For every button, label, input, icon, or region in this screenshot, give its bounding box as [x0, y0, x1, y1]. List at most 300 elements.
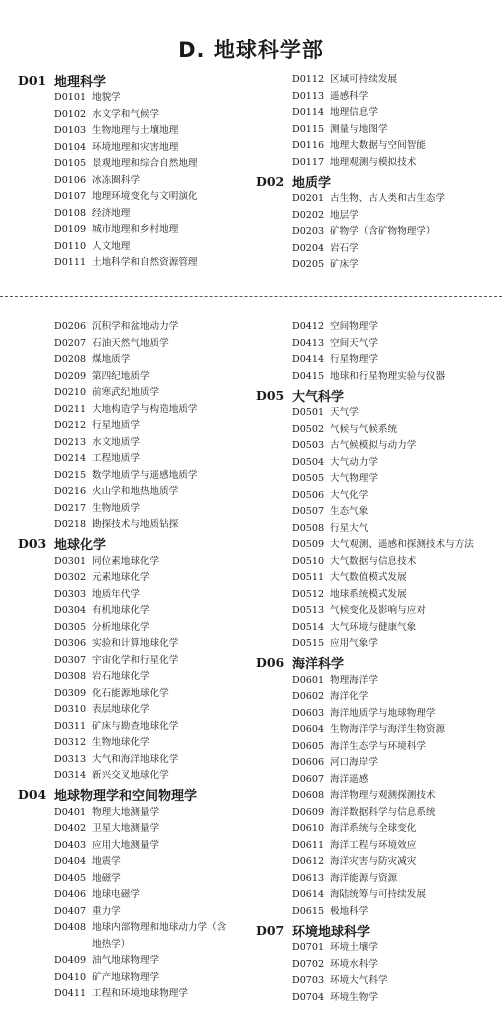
discipline-name-text: 大气观测、遥感和探测技术与方法: [330, 539, 474, 550]
discipline-code: D0113: [292, 90, 325, 102]
discipline-name-text: 海洋地质学与地球物理学: [330, 707, 436, 719]
discipline-name: [92, 222, 248, 239]
discipline-code: D0601: [292, 674, 325, 686]
section-heading: [18, 70, 248, 90]
discipline-name-text: 水文地质学: [92, 436, 140, 448]
discipline-name-text: 火山学和地热地质学: [92, 486, 179, 497]
discipline-name-text: 元素地球化学: [92, 572, 150, 583]
discipline-name-text: 应用气象学: [330, 638, 378, 649]
discipline-item: [54, 887, 250, 904]
discipline-name-text: 海洋系统与全球变化: [330, 823, 417, 834]
discipline-item: [54, 719, 250, 736]
discipline-code: D0206: [54, 321, 87, 332]
discipline-item: [54, 319, 250, 336]
column-bottom-right: [256, 319, 496, 1006]
discipline-item: [292, 336, 496, 353]
discipline-name: [92, 854, 250, 871]
discipline-item: [54, 904, 250, 921]
discipline-code: D0502: [292, 423, 325, 435]
discipline-code: D0203: [292, 226, 325, 237]
discipline-name: [92, 189, 248, 206]
discipline-item: [292, 788, 496, 805]
discipline-name-text: 测量与地图学: [330, 123, 388, 135]
discipline-name: [330, 636, 496, 653]
discipline-name-text: 地理信息学: [330, 107, 378, 118]
section-name: 地球物理学和空间物理学: [54, 789, 198, 804]
discipline-item: [292, 821, 496, 838]
discipline-name: [92, 871, 250, 888]
discipline-item: [292, 689, 496, 706]
discipline-name-text: 城市地理和乡村地理: [92, 224, 179, 235]
discipline-name-text: 遥感科学: [330, 90, 369, 102]
discipline-name-text: 工程和环境地球物理学: [92, 988, 188, 999]
discipline-name: [330, 537, 496, 554]
discipline-name-text: 应用大地测量学: [92, 839, 160, 851]
discipline-code: D0513: [292, 605, 325, 616]
discipline-name-text: 天气学: [330, 407, 359, 418]
discipline-name-text: 地球和行星物理实验与仪器: [330, 370, 446, 382]
discipline-item: [292, 105, 496, 122]
discipline-name: [330, 438, 496, 455]
discipline-name: [330, 821, 496, 838]
discipline-code: D0610: [292, 823, 325, 834]
discipline-code: D0215: [54, 469, 87, 481]
discipline-item: [54, 352, 250, 369]
discipline-item: [292, 772, 496, 789]
discipline-code: D0514: [292, 621, 325, 633]
discipline-code: D0309: [54, 687, 87, 699]
discipline-item: [54, 871, 250, 888]
discipline-item: [54, 222, 248, 239]
discipline-item: [54, 805, 250, 822]
discipline-code: D0515: [292, 638, 325, 649]
discipline-name: [92, 603, 250, 620]
discipline-name-text: 行星地质学: [92, 420, 140, 431]
discipline-item: [292, 706, 496, 723]
discipline-item: [292, 138, 496, 155]
section-name: 地质学: [292, 175, 332, 191]
discipline-name: [330, 352, 496, 369]
discipline-item: [292, 241, 496, 258]
discipline-name-text: 生物地理与土壤地理: [92, 125, 179, 136]
section-heading: [256, 385, 496, 405]
discipline-code: D0112: [292, 74, 325, 85]
discipline-name-text: 气候变化及影响与应对: [330, 605, 426, 616]
discipline-code: D0404: [54, 856, 87, 867]
discipline-code: D0406: [54, 889, 87, 900]
discipline-name-text: 地质年代学: [92, 588, 140, 600]
section-heading: [18, 534, 250, 554]
discipline-name: [330, 620, 496, 637]
discipline-code: D0402: [54, 823, 87, 834]
column-top-right: [256, 72, 496, 274]
discipline-item: [54, 517, 250, 534]
discipline-name-text: 空间天气学: [330, 337, 378, 349]
discipline-item: [292, 636, 496, 653]
section-heading: [18, 785, 250, 805]
discipline-name: [330, 122, 496, 139]
discipline-name-text: 环境大气科学: [330, 975, 388, 986]
discipline-name-text: 环境水科学: [330, 958, 378, 970]
discipline-name-text: 地理环境变化与文明演化: [92, 191, 198, 202]
discipline-name-text: 大气数据与信息技术: [330, 555, 417, 567]
discipline-name-text: 第四纪地质学: [92, 370, 150, 382]
discipline-name: [92, 904, 250, 921]
discipline-code: D0108: [54, 207, 87, 219]
discipline-code: D0507: [292, 506, 325, 517]
discipline-name-text: 沉积学和盆地动力学: [92, 321, 179, 332]
discipline-code: D0603: [292, 707, 325, 719]
discipline-item: [54, 838, 250, 855]
section-code: D06: [256, 655, 285, 670]
discipline-list: [292, 191, 496, 274]
discipline-name-text: 大气化学: [330, 489, 369, 501]
discipline-code: D0411: [54, 988, 87, 999]
discipline-name: [92, 587, 250, 604]
discipline-item: [292, 352, 496, 369]
discipline-name: [330, 871, 496, 888]
discipline-name: [330, 521, 496, 538]
discipline-name: [330, 504, 496, 521]
discipline-code: D0505: [292, 473, 325, 484]
discipline-name-text: 地球系统模式发展: [330, 588, 407, 600]
section-code: D01: [18, 72, 47, 88]
discipline-item: [54, 107, 248, 124]
discipline-list: [292, 940, 496, 1006]
discipline-name-text: 岩石地球化学: [92, 671, 150, 682]
discipline-code: D0614: [292, 889, 325, 900]
discipline-name: [330, 554, 496, 571]
discipline-item: [54, 140, 248, 157]
discipline-code: D0104: [54, 141, 87, 153]
page-title: D. 地球科学部: [178, 38, 324, 62]
discipline-name: [92, 206, 248, 223]
discipline-name: [92, 140, 248, 157]
discipline-name: [92, 986, 250, 1003]
discipline-name: [92, 636, 250, 653]
discipline-item: [292, 405, 496, 422]
discipline-item: [54, 620, 250, 637]
discipline-item: [54, 336, 250, 353]
discipline-name: [330, 224, 496, 241]
discipline-item: [292, 257, 496, 274]
discipline-name-text: 古气候模拟与动力学: [330, 440, 417, 451]
discipline-name-text: 地理大数据与空间智能: [330, 140, 426, 151]
discipline-name-text: 化石能源地球化学: [92, 687, 169, 699]
discipline-name: [330, 940, 496, 957]
discipline-name-text: 物理大地测量学: [92, 806, 160, 818]
discipline-item: [54, 123, 248, 140]
discipline-name: [92, 239, 248, 256]
discipline-code: D0207: [54, 337, 87, 349]
discipline-name-text: 矿床学: [330, 259, 359, 270]
section-block: [256, 653, 496, 921]
discipline-item: [54, 90, 248, 107]
discipline-item: [292, 940, 496, 957]
discipline-code: D0509: [292, 539, 325, 550]
discipline-name-text: 宇宙化学和行星化学: [92, 654, 179, 666]
discipline-item: [54, 501, 250, 518]
discipline-item: [54, 953, 250, 970]
discipline-code: D0314: [54, 770, 87, 781]
discipline-code: D0205: [292, 259, 325, 270]
discipline-name: [330, 257, 496, 274]
discipline-name: [92, 752, 250, 769]
section-heading: [256, 171, 496, 191]
discipline-name-text: 环境土壤学: [330, 942, 378, 953]
discipline-item: [54, 752, 250, 769]
discipline-item: [54, 821, 250, 838]
discipline-item: [54, 402, 250, 419]
section-code: D04: [18, 787, 47, 802]
column-bottom-left: [18, 319, 250, 1003]
section-code: D07: [256, 922, 285, 938]
discipline-name-text: 经济地理: [92, 207, 131, 219]
discipline-name: [330, 706, 496, 723]
discipline-name: [330, 973, 496, 990]
discipline-item: [54, 702, 250, 719]
discipline-name: [330, 772, 496, 789]
discipline-code: D0307: [54, 654, 87, 666]
discipline-name: [330, 722, 496, 739]
discipline-code: D0508: [292, 522, 325, 534]
discipline-name-text: 土地科学和自然资源管理: [92, 257, 198, 268]
discipline-name: [92, 468, 250, 485]
discipline-name-text: 行星物理学: [330, 354, 378, 365]
discipline-name: [330, 904, 496, 921]
discipline-name-text: 矿产地球物理学: [92, 971, 160, 983]
section-name: 大气科学: [292, 389, 345, 405]
discipline-name-text: 生物海洋学与海洋生物资源: [330, 724, 446, 735]
discipline-item: [54, 735, 250, 752]
discipline-name-text: 海洋工程与环境效应: [330, 839, 417, 851]
discipline-name: [330, 689, 496, 706]
discipline-code: D0608: [292, 790, 325, 801]
section-heading: [256, 653, 496, 673]
discipline-name: [92, 501, 250, 518]
discipline-item: [292, 471, 496, 488]
discipline-name: [92, 402, 250, 419]
discipline-name-text: 河口海岸学: [330, 757, 378, 768]
discipline-name-text: 大气和海洋地球化学: [92, 753, 179, 765]
discipline-item: [292, 755, 496, 772]
discipline-item: [292, 89, 496, 106]
discipline-item: [54, 768, 250, 785]
discipline-item: [292, 504, 496, 521]
section-name: 地球化学: [54, 538, 107, 553]
discipline-item: [292, 973, 496, 990]
discipline-item: [292, 455, 496, 472]
discipline-code: D0503: [292, 440, 325, 451]
section-name: 环境地球科学: [292, 924, 371, 940]
discipline-item: [54, 920, 250, 953]
discipline-code: D0102: [54, 108, 87, 120]
discipline-name-text: 区域可持续发展: [330, 74, 398, 85]
discipline-code: D0409: [54, 955, 87, 966]
discipline-name: [330, 488, 496, 505]
discipline-name: [330, 105, 496, 122]
discipline-name: [330, 854, 496, 871]
discipline-name: [330, 990, 496, 1007]
discipline-name-continued: 地热学）: [92, 938, 131, 950]
discipline-code: D0607: [292, 773, 325, 785]
discipline-name: [92, 702, 250, 719]
discipline-code: D0412: [292, 321, 325, 332]
discipline-name: [92, 920, 250, 953]
discipline-name-text: 地层学: [330, 209, 359, 221]
section-code: D02: [256, 173, 285, 189]
discipline-name-text: 水文学和气候学: [92, 108, 160, 120]
column-top-left: [18, 70, 248, 272]
discipline-item: [54, 418, 250, 435]
discipline-item: [292, 369, 496, 386]
discipline-name: [330, 739, 496, 756]
discipline-code: D0609: [292, 806, 325, 818]
discipline-name: [330, 72, 496, 89]
discipline-name: [92, 369, 250, 386]
discipline-name-text: 岩石学: [330, 242, 359, 254]
discipline-name: [92, 173, 248, 190]
discipline-item: [292, 603, 496, 620]
discipline-code: D0212: [54, 420, 87, 431]
discipline-item: [54, 484, 250, 501]
discipline-item: [292, 191, 496, 208]
discipline-item: [292, 488, 496, 505]
discipline-name: [92, 821, 250, 838]
discipline-name: [92, 838, 250, 855]
discipline-code: D0310: [54, 704, 87, 715]
discipline-code: D0415: [292, 370, 325, 382]
discipline-code: D0701: [292, 942, 325, 953]
discipline-name-text: 大气物理学: [330, 473, 378, 484]
discipline-name: [92, 970, 250, 987]
discipline-name-text: 地震学: [92, 856, 121, 867]
discipline-code: D0501: [292, 407, 325, 418]
discipline-item: [54, 653, 250, 670]
discipline-name-text: 实验和计算地球化学: [92, 638, 179, 649]
discipline-name-text: 古生物、古人类和古生态学: [330, 193, 446, 204]
discipline-name: [92, 107, 248, 124]
discipline-name-text: 大气环境与健康气象: [330, 621, 417, 633]
discipline-code: D0218: [54, 519, 87, 530]
discipline-code: D0612: [292, 856, 325, 867]
discipline-item: [54, 686, 250, 703]
discipline-name: [92, 319, 250, 336]
discipline-name: [330, 138, 496, 155]
discipline-item: [292, 72, 496, 89]
discipline-name: [92, 953, 250, 970]
discipline-list: [292, 319, 496, 385]
discipline-item: [54, 206, 248, 223]
discipline-code: D0211: [54, 403, 87, 415]
discipline-name-text: 海洋物理与观测探测技术: [330, 790, 436, 801]
discipline-name: [92, 90, 248, 107]
discipline-code: D0303: [54, 588, 87, 600]
discipline-code: D0312: [54, 737, 87, 748]
discipline-item: [54, 451, 250, 468]
discipline-item: [292, 554, 496, 571]
discipline-item: [54, 189, 248, 206]
discipline-name: [92, 669, 250, 686]
discipline-name-text: 海洋化学: [330, 691, 369, 702]
discipline-code: D0111: [54, 257, 87, 268]
discipline-name: [330, 89, 496, 106]
section-block: [18, 70, 248, 272]
discipline-item: [292, 587, 496, 604]
discipline-name-text: 表层地球化学: [92, 704, 150, 715]
discipline-code: D0408: [54, 922, 87, 933]
section-block: [18, 319, 250, 534]
discipline-code: D0101: [54, 92, 87, 103]
discipline-name: [92, 352, 250, 369]
discipline-name: [330, 788, 496, 805]
discipline-name-text: 冰冻圈科学: [92, 174, 140, 186]
discipline-item: [292, 673, 496, 690]
discipline-item: [292, 957, 496, 974]
discipline-name: [330, 155, 496, 172]
discipline-name: [330, 191, 496, 208]
discipline-name: [330, 422, 496, 439]
discipline-item: [292, 224, 496, 241]
discipline-name: [330, 957, 496, 974]
discipline-code: D0703: [292, 975, 325, 986]
discipline-name-text: 环境地理和灾害地理: [92, 141, 179, 153]
discipline-code: D0201: [292, 193, 325, 204]
discipline-code: D0702: [292, 958, 325, 970]
discipline-name-text: 海洋遥感: [330, 773, 369, 785]
discipline-name: [92, 435, 250, 452]
discipline-code: D0414: [292, 354, 325, 365]
section-name: 海洋科学: [292, 657, 345, 672]
discipline-item: [54, 603, 250, 620]
discipline-name-text: 生物地球化学: [92, 737, 150, 748]
discipline-list: [54, 90, 248, 272]
discipline-code: D0109: [54, 224, 87, 235]
discipline-name: [92, 451, 250, 468]
discipline-item: [54, 435, 250, 452]
page-divider: [0, 296, 502, 297]
discipline-item: [292, 521, 496, 538]
discipline-name-text: 环境生物学: [330, 991, 378, 1003]
discipline-list: [54, 319, 250, 534]
discipline-code: D0604: [292, 724, 325, 735]
discipline-code: D0506: [292, 489, 325, 501]
discipline-name: [92, 620, 250, 637]
discipline-name-text: 分析地球化学: [92, 621, 150, 633]
discipline-name-text: 勘探技术与地质钻探: [92, 519, 179, 530]
discipline-name-text: 生物地质学: [92, 502, 140, 514]
discipline-name: [330, 673, 496, 690]
discipline-item: [54, 385, 250, 402]
discipline-code: D0305: [54, 621, 87, 633]
discipline-name: [92, 653, 250, 670]
discipline-code: D0110: [54, 240, 87, 252]
discipline-code: D0313: [54, 753, 87, 765]
discipline-code: D0308: [54, 671, 87, 682]
discipline-code: D0210: [54, 387, 87, 398]
discipline-code: D0301: [54, 555, 87, 567]
discipline-name-text: 大气数值模式发展: [330, 572, 407, 583]
discipline-item: [292, 122, 496, 139]
discipline-code: D0103: [54, 125, 87, 136]
discipline-name: [330, 603, 496, 620]
discipline-name: [92, 336, 250, 353]
discipline-code: D0510: [292, 555, 325, 567]
discipline-item: [292, 537, 496, 554]
discipline-name: [92, 156, 248, 173]
discipline-code: D0114: [292, 107, 325, 118]
discipline-name-text: 极地科学: [330, 905, 369, 917]
